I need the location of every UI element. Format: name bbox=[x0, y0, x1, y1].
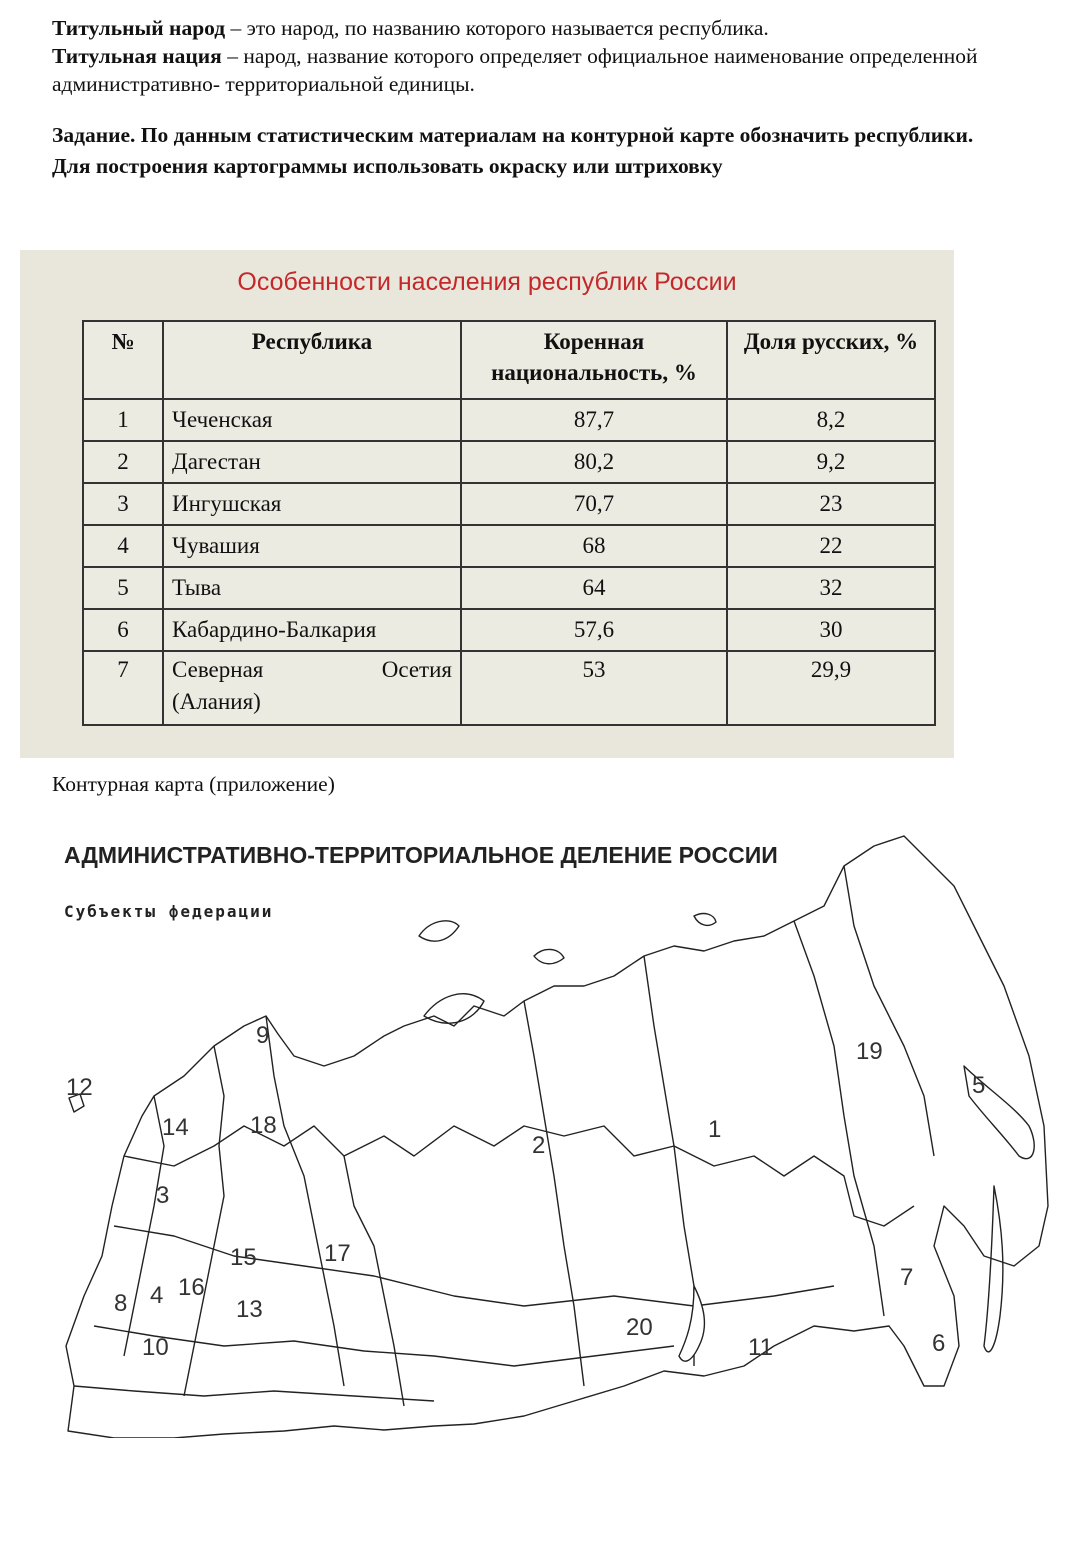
cell-number: 3 bbox=[83, 483, 163, 525]
region-label: 11 bbox=[748, 1334, 773, 1361]
region-borders bbox=[124, 1126, 914, 1226]
header-number: № bbox=[83, 321, 163, 399]
cell-number: 7 bbox=[83, 651, 163, 725]
contour-map bbox=[54, 826, 1058, 1438]
table-panel bbox=[20, 250, 954, 758]
cell-republic: Чувашия bbox=[163, 525, 461, 567]
cell-native: 68 bbox=[461, 525, 727, 567]
region-label: 20 bbox=[626, 1314, 653, 1341]
table-header-row bbox=[83, 321, 935, 399]
region-label: 14 bbox=[162, 1114, 189, 1141]
cell-number: 1 bbox=[83, 399, 163, 441]
definition-term: Титульный народ bbox=[52, 16, 226, 40]
region-label: 3 bbox=[156, 1182, 170, 1209]
task-text: Задание. По данным статистическим материалам на контурной карте обозначить республики. Для построения картограммы использовать окраску или штриховку bbox=[52, 123, 974, 178]
cell-russian: 22 bbox=[727, 525, 935, 567]
region-label: 1 bbox=[708, 1116, 722, 1143]
cell-russian: 30 bbox=[727, 609, 935, 651]
region-label: 4 bbox=[150, 1282, 164, 1309]
republic-name-part: (Алания) bbox=[172, 689, 261, 714]
cell-republic: Дагестан bbox=[163, 441, 461, 483]
header-native: Коренная национальность, % bbox=[461, 321, 727, 399]
cell-republic: Кабардино-Балкария bbox=[163, 609, 461, 651]
region-label: 19 bbox=[856, 1038, 883, 1065]
table-row bbox=[83, 441, 935, 483]
table-row bbox=[83, 567, 935, 609]
cell-republic: Тыва bbox=[163, 567, 461, 609]
definition-text: – это народ, по названию которого называется республика. bbox=[225, 16, 769, 40]
cell-native: 80,2 bbox=[461, 441, 727, 483]
definition-text: – народ, название которого определяет официальное наименование определенной административно- территориальной единицы. bbox=[52, 44, 978, 96]
region-label: 6 bbox=[932, 1330, 946, 1357]
region-label: 13 bbox=[236, 1296, 263, 1323]
cell-republic: Чеченская bbox=[163, 399, 461, 441]
cell-russian: 8,2 bbox=[727, 399, 935, 441]
definitions bbox=[52, 14, 1012, 98]
population-table bbox=[82, 320, 936, 726]
republic-name-part: Осетия bbox=[381, 657, 452, 682]
cell-number: 5 bbox=[83, 567, 163, 609]
cell-native: 57,6 bbox=[461, 609, 727, 651]
cell-russian: 9,2 bbox=[727, 441, 935, 483]
header-russian: Доля русских, % bbox=[727, 321, 935, 399]
cell-russian: 32 bbox=[727, 567, 935, 609]
table-row bbox=[83, 525, 935, 567]
table-row bbox=[83, 651, 935, 725]
cell-native: 70,7 bbox=[461, 483, 727, 525]
map-caption: Контурная карта (приложение) bbox=[52, 772, 335, 796]
cell-native: 64 bbox=[461, 567, 727, 609]
region-label: 10 bbox=[142, 1334, 169, 1361]
definition-titular-people bbox=[52, 14, 1012, 42]
republic-name-line bbox=[172, 654, 452, 686]
arctic-islands bbox=[419, 914, 716, 1024]
cell-republic bbox=[163, 651, 461, 725]
region-label: 7 bbox=[900, 1264, 914, 1291]
cell-native: 53 bbox=[461, 651, 727, 725]
header-republic: Республика bbox=[163, 321, 461, 399]
region-label: 12 bbox=[66, 1074, 93, 1101]
table-row bbox=[83, 399, 935, 441]
cell-number: 2 bbox=[83, 441, 163, 483]
country-outline bbox=[66, 836, 1048, 1438]
region-label: 16 bbox=[178, 1274, 205, 1301]
table-title: Особенности населения республик России bbox=[237, 268, 737, 296]
region-label: 8 bbox=[114, 1290, 128, 1317]
cell-russian: 29,9 bbox=[727, 651, 935, 725]
region-label: 15 bbox=[230, 1244, 257, 1271]
region-label: 2 bbox=[532, 1132, 546, 1159]
sakhalin-island bbox=[984, 1186, 1003, 1352]
cell-number: 4 bbox=[83, 525, 163, 567]
cell-number: 6 bbox=[83, 609, 163, 651]
region-label: 17 bbox=[324, 1240, 351, 1267]
region-label: 18 bbox=[250, 1112, 277, 1139]
republic-name-part: Северная bbox=[172, 657, 264, 682]
region-label: 9 bbox=[256, 1022, 270, 1049]
region-label: 5 bbox=[972, 1072, 986, 1099]
definition-titular-nation bbox=[52, 42, 1012, 98]
cell-republic: Ингушская bbox=[163, 483, 461, 525]
cell-native: 87,7 bbox=[461, 399, 727, 441]
table-row bbox=[83, 483, 935, 525]
map-title: АДМИНИСТРАТИВНО-ТЕРРИТОРИАЛЬНОЕ ДЕЛЕНИЕ РОССИИ bbox=[64, 842, 778, 868]
map-subtitle: Субъекты федерации bbox=[64, 902, 274, 921]
definition-term: Титульная нация bbox=[52, 44, 222, 68]
cell-russian: 23 bbox=[727, 483, 935, 525]
table-row bbox=[83, 609, 935, 651]
lake-baikal bbox=[679, 1286, 704, 1361]
